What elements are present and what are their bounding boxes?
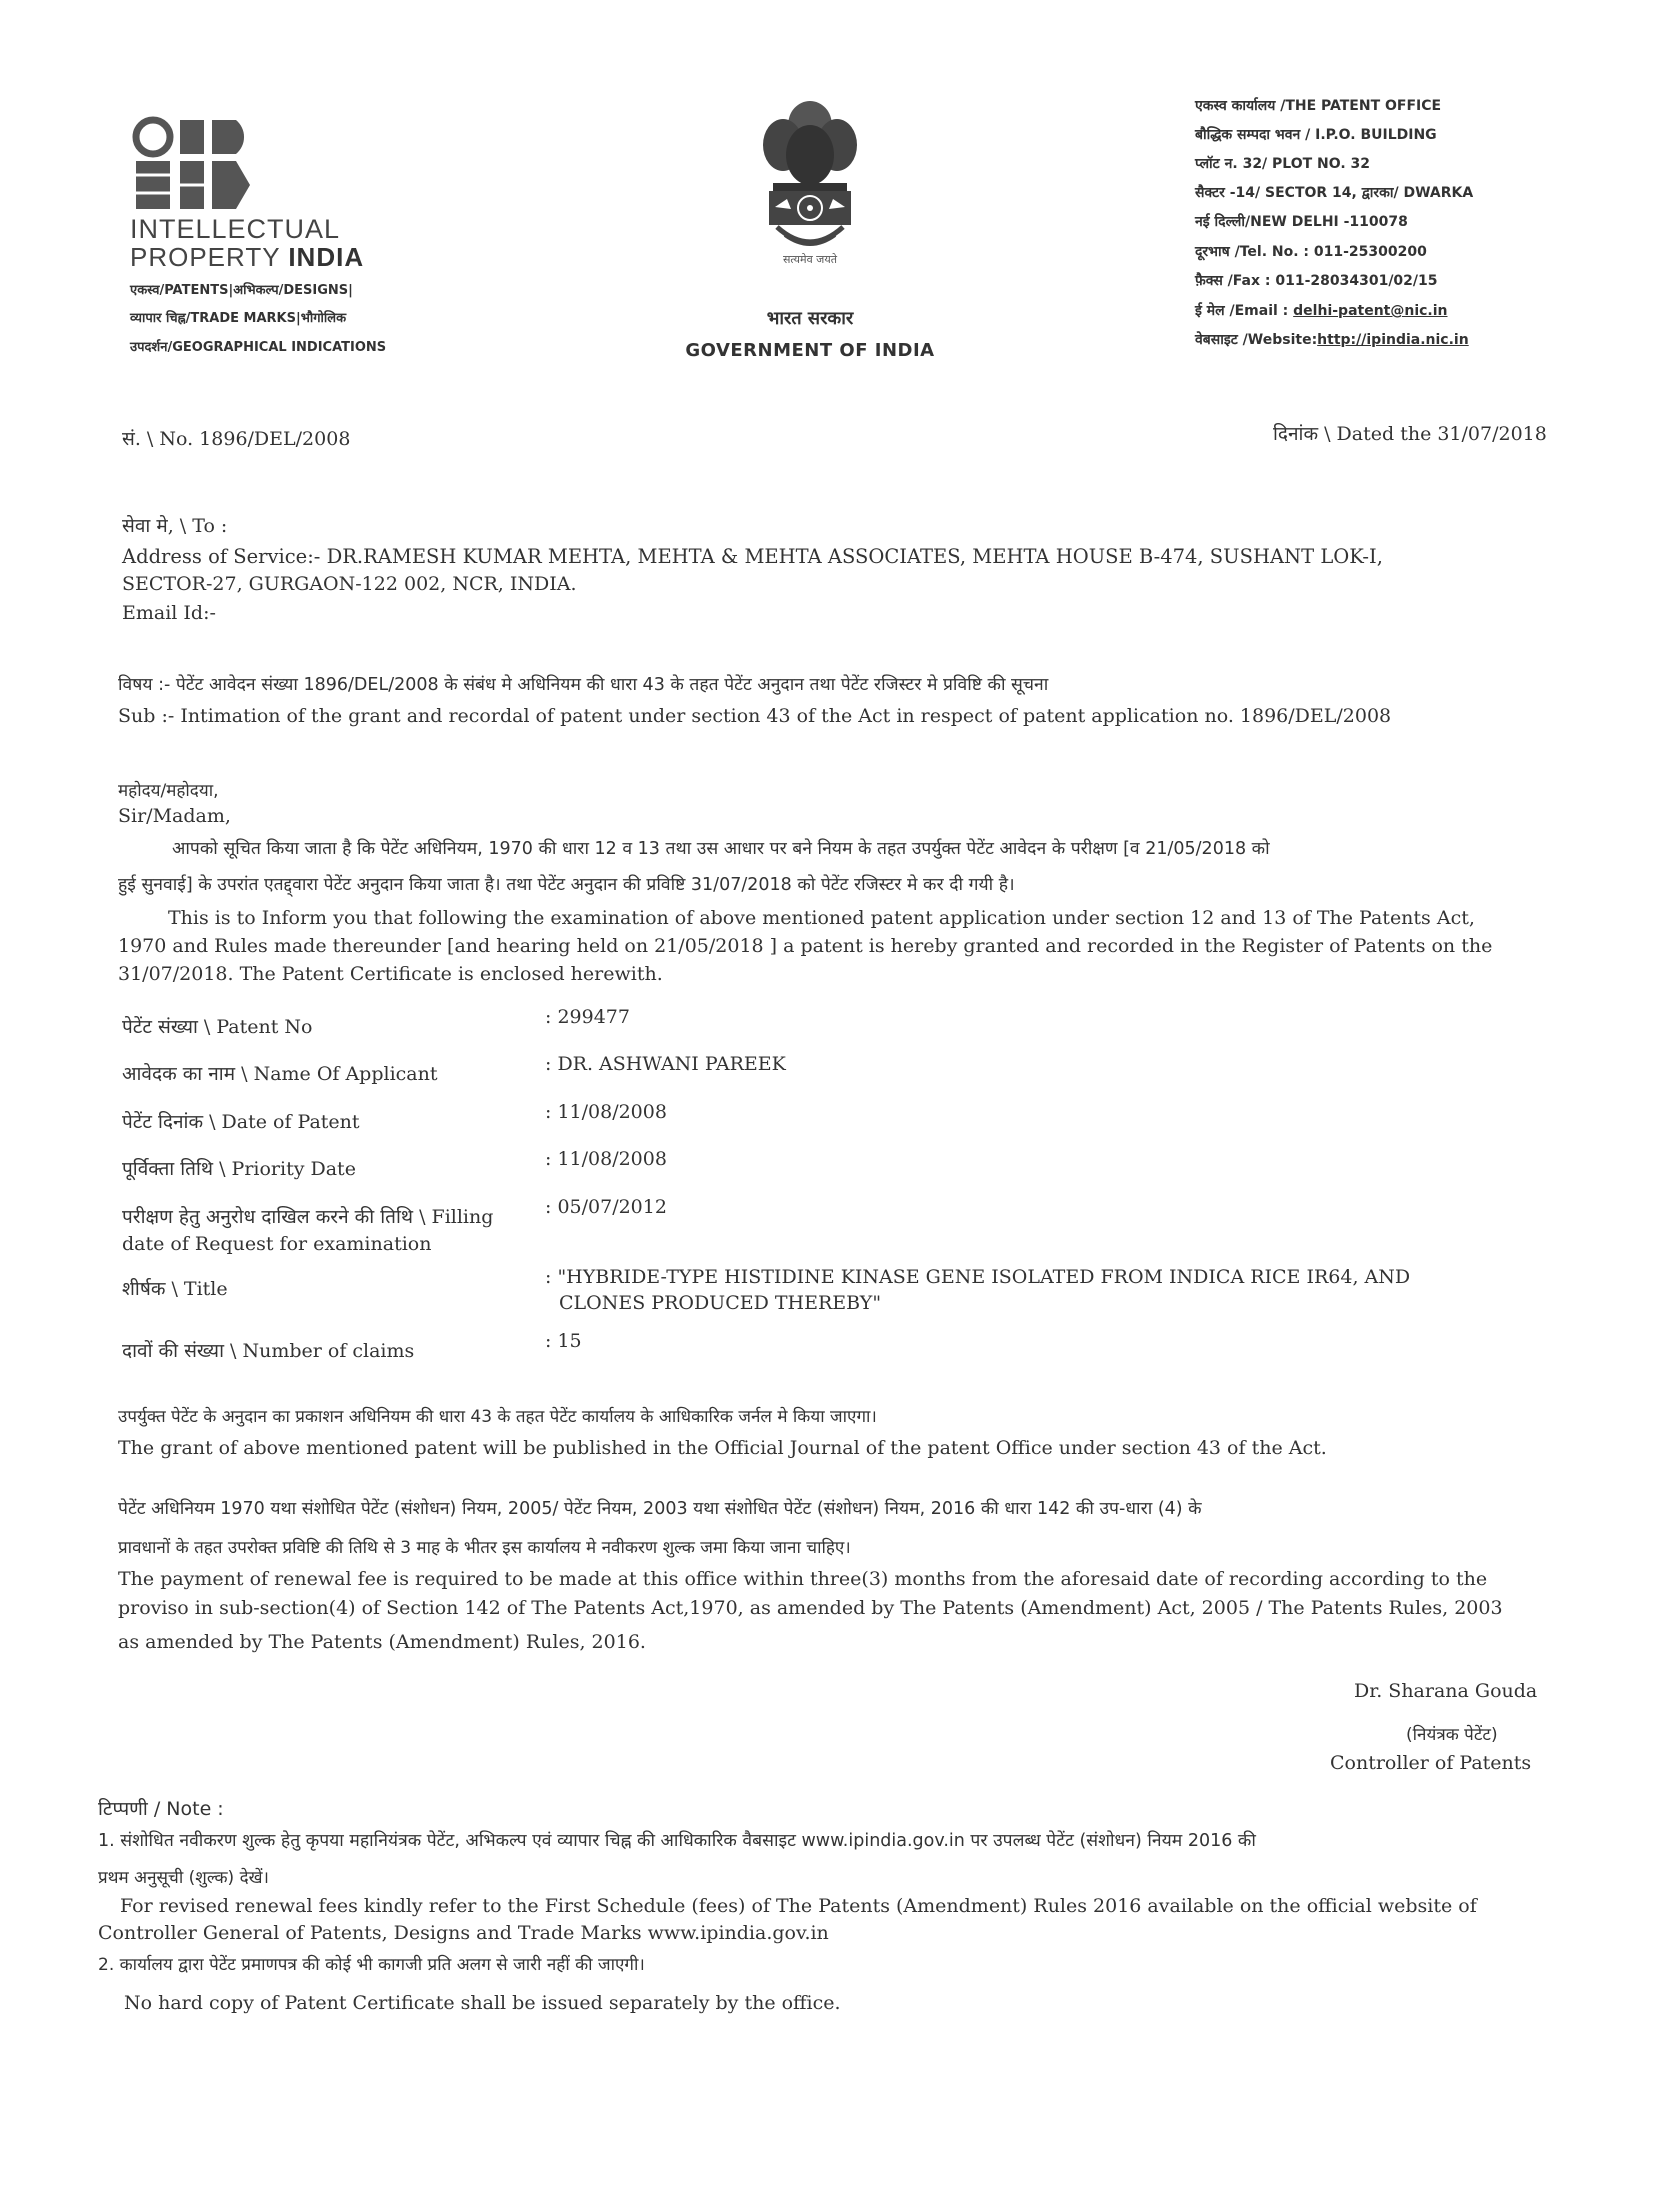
note1-english-line1: For revised renewal fees kindly refer to the First Schedule (fees) of The Patents (Amendment) Rules 2016 available on the official website of: [120, 1895, 1477, 1917]
note1-hindi-line2: प्रथम अनुसूची (शुल्क) देखें।: [98, 1868, 269, 1888]
ashoka-emblem-icon: [755, 95, 865, 260]
para1-hindi-line1: आपको सूचित किया जाता है कि पेटेंट अधिनियम, 1970 की धारा 12 व 13 तथा उस आधार पर बने नियम के तहत उपर्युक्त पेटेंट आवेदन के परीक्षण [व 21/05/2018 को: [172, 839, 1270, 859]
note1-english-line2: Controller General of Patents, Designs and Trade Marks www.ipindia.gov.in: [98, 1922, 829, 1944]
note1-hindi-line1: 1. संशोधित नवीकरण शुल्क हेतु कृपया महानियंत्रक पेटेंट, अभिकल्प एवं व्यापार चिह्न की आधिकारिक वैबसाइट www.ipindia.gov.in पर उपलब्ध पेटेंट (संशोधन) नियम 2016 की: [98, 1831, 1256, 1851]
publication-hindi: उपर्युक्त पेटेंट के अनुदान का प्रकाशन अधिनियम की धारा 43 के तहत पेटेंट कार्यालय के आधिकारिक जर्नल मे किया जाएगा।: [118, 1407, 877, 1427]
field-value-applicant: : DR. ASHWANI PAREEK: [545, 1053, 786, 1075]
government-of-india: GOVERNMENT OF INDIA: [685, 340, 935, 361]
logo-text-intellectual: INTELLECTUAL: [130, 214, 341, 244]
salutation-english: Sir/Madam,: [118, 805, 231, 827]
field-value-date-of-patent: : 11/08/2008: [545, 1101, 667, 1123]
para1-english-line1: This is to Inform you that following the examination of above mentioned patent application under section 12 and 13 of The Patents Act,: [168, 907, 1475, 929]
field-value-title: : "HYBRIDE-TYPE HISTIDINE KINASE GENE ISOLATED FROM INDICA RICE IR64, AND: [545, 1266, 1411, 1288]
letter-date: दिनांक \ Dated the 31/07/2018: [1273, 423, 1547, 445]
signatory-title: Controller of Patents: [1330, 1752, 1532, 1774]
office-plot: प्लॉट न. 32/ PLOT NO. 32: [1195, 156, 1371, 172]
logo-text-property-india: PROPERTY INDIA: [130, 242, 365, 272]
renewal-english-line3: as amended by The Patents (Amendment) Rules, 2016.: [118, 1631, 646, 1653]
salutation-hindi: महोदय/महोदया,: [118, 781, 219, 801]
office-city: नई दिल्ली/NEW DELHI -110078: [1195, 214, 1408, 230]
address-of-service-line1: Address of Service:- DR.RAMESH KUMAR MEHTA, MEHTA & MEHTA ASSOCIATES, MEHTA HOUSE B-474, SUSHANT LOK-I,: [122, 545, 1383, 568]
office-sector: सैक्टर -14/ SECTOR 14, द्वारका/ DWARKA: [1195, 185, 1474, 201]
office-email-row: ई मेल /Email : delhi-patent@nic.in: [1195, 303, 1448, 319]
publication-english: The grant of above mentioned patent will be published in the Official Journal of the patent Office under section 43 of the Act.: [118, 1437, 1327, 1459]
field-label-applicant: आवेदक का नाम \ Name Of Applicant: [122, 1063, 438, 1085]
para1-english-line2: 1970 and Rules made thereunder [and hearing held on 21/05/2018 ] a patent is hereby granted and recorded in the Register of Patents on the: [118, 935, 1493, 957]
office-fax: फ़ैक्स /Fax : 011-28034301/02/15: [1195, 273, 1438, 289]
signatory-title-hindi: (नियंत्रक पेटेंट): [1406, 1725, 1498, 1745]
office-website-link[interactable]: http://ipindia.nic.in: [1317, 332, 1469, 348]
logo-text-geographical-indications: उपदर्शन/GEOGRAPHICAL INDICATIONS: [130, 340, 387, 355]
note2-english: No hard copy of Patent Certificate shall be issued separately by the office.: [124, 1992, 841, 2014]
subject-hindi: विषय :- पेटेंट आवेदन संख्या 1896/DEL/2008 के संबंध मे अधिनियम की धारा 43 के तहत पेटेंट अनुदान तथा पेटेंट रजिस्टर मे प्रविष्टि की सूचना: [118, 675, 1049, 695]
address-email: Email Id:-: [122, 602, 216, 624]
field-value-request-date: : 05/07/2012: [545, 1196, 667, 1218]
office-telephone: दूरभाष /Tel. No. : 011-25300200: [1195, 244, 1427, 260]
renewal-english-line2: proviso in sub-section(4) of Section 142 of The Patents Act,1970, as amended by The Patents (Amendment) Act, 2005 / The Patents Rules, 2003: [118, 1597, 1503, 1619]
subject-english: Sub :- Intimation of the grant and recordal of patent under section 43 of the Act in respect of patent application no. 1896/DEL/2008: [118, 705, 1392, 727]
field-label-title: शीर्षक \ Title: [122, 1278, 228, 1300]
field-label-claims: दावों की संख्या \ Number of claims: [122, 1340, 415, 1362]
office-website-row: वेबसाइट /Website:http://ipindia.nic.in: [1195, 332, 1469, 348]
signatory-name: Dr. Sharana Gouda: [1354, 1680, 1538, 1702]
field-value-claims: : 15: [545, 1330, 582, 1352]
address-of-service-line2: SECTOR-27, GURGAON-122 002, NCR, INDIA.: [122, 573, 577, 595]
para1-english-line3: 31/07/2018. The Patent Certificate is enclosed herewith.: [118, 963, 663, 985]
reference-number: सं. \ No. 1896/DEL/2008: [122, 428, 351, 450]
office-building: बौद्धिक सम्पदा भवन / I.P.O. BUILDING: [1195, 127, 1437, 143]
field-value-patent-no: : 299477: [545, 1006, 630, 1028]
field-label-priority-date: पूर्विक्ता तिथि \ Priority Date: [122, 1158, 356, 1180]
field-label-request-date: परीक्षण हेतु अनुरोध दाखिल करने की तिथि \ Filling: [122, 1206, 494, 1228]
renewal-hindi-line2: प्रावधानों के तहत उपरोक्त प्रविष्टि की तिथि से 3 माह के भीतर इस कार्यालय मे नवीकरण शुल्क जमा किया जाना चाहिए।: [118, 1538, 851, 1558]
office-name: एकस्व कार्यालय /THE PATENT OFFICE: [1195, 98, 1442, 114]
note-heading: टिप्पणी / Note :: [98, 1798, 224, 1820]
emblem-motto: सत्यमेव जयते: [782, 253, 837, 266]
to-label: सेवा मे, \ To :: [122, 515, 228, 537]
office-email-link[interactable]: delhi-patent@nic.in: [1293, 303, 1448, 319]
field-label-date-of-patent: पेटेंट दिनांक \ Date of Patent: [122, 1111, 360, 1133]
renewal-hindi-line1: पेटेंट अधिनियम 1970 यथा संशोधित पेटेंट (संशोधन) नियम, 2005/ पेटेंट नियम, 2003 यथा संशोधित पेटेंट (संशोधन) नियम, 2016 की धारा 142 की उप-धारा (4) के: [118, 1499, 1202, 1519]
para1-hindi-line2: हुई सुनवाई] के उपरांत एतद्द्वारा पेटेंट अनुदान किया जाता है। तथा पेटेंट अनुदान की प्रविष्टि 31/07/2018 को पेटेंट रजिस्टर मे कर दी गयी है।: [118, 875, 1015, 895]
logo-text-patents-designs: एकस्व/PATENTS|अभिकल्प/DESIGNS|: [130, 283, 353, 298]
field-label-patent-no: पेटेंट संख्या \ Patent No: [122, 1016, 313, 1038]
field-label-request-date-line2: date of Request for examination: [122, 1233, 432, 1255]
ip-india-logo: [128, 115, 258, 215]
logo-text-trade-marks: व्यापार चिह्न/TRADE MARKS|भौगोलिक: [130, 311, 347, 326]
note2-hindi: 2. कार्यालय द्वारा पेटेंट प्रमाणपत्र की कोई भी कागजी प्रति अलग से जारी नहीं की जाएगी।: [98, 1955, 645, 1975]
government-of-india-hindi: भारत सरकार: [766, 308, 854, 329]
renewal-english-line1: The payment of renewal fee is required to be made at this office within three(3) months from the aforesaid date of recording according to the: [118, 1568, 1488, 1590]
field-value-title-line2: CLONES PRODUCED THEREBY": [559, 1292, 882, 1314]
field-value-priority-date: : 11/08/2008: [545, 1148, 667, 1170]
